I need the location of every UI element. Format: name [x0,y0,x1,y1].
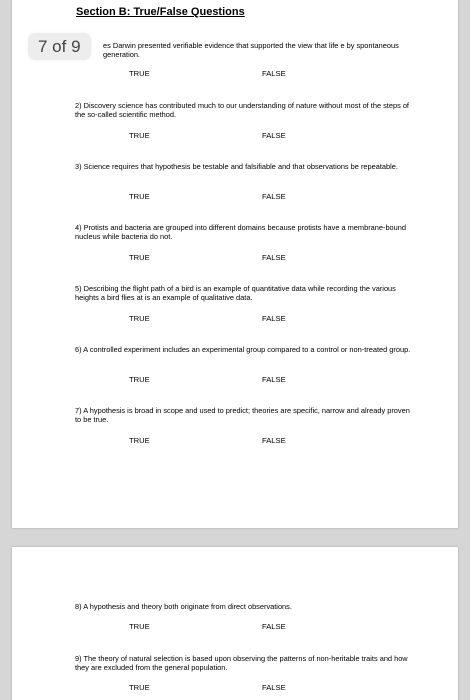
question-text: 2) Discovery science has contributed much to our understanding of nature without most of the steps of the so-called scientific method. [75,101,409,119]
false-option[interactable]: FALSE [262,375,286,384]
answer-row [12,253,458,263]
answer-row [12,314,458,324]
section-title: Section B: True/False Questions [76,6,245,18]
false-option[interactable]: FALSE [262,253,286,262]
answer-row [12,683,458,693]
true-option[interactable]: TRUE [129,314,150,323]
question-text: es Darwin presented verifiable evidence that supported the view that life e by spontaneous generation. [103,41,399,59]
false-option[interactable]: FALSE [262,69,286,78]
answer-row [12,69,458,79]
document-page [12,0,458,528]
question-text: 7) A hypothesis is broad in scope and used to predict; theories are specific, narrow and already proven to be true. [75,406,410,424]
question-text: 6) A controlled experiment includes an experimental group compared to a control or non-treated group. [75,345,411,354]
question-text: 3) Science requires that hypothesis be testable and falsifiable and that observations be repeatable. [75,162,398,171]
answer-row [12,622,458,632]
false-option[interactable]: FALSE [262,131,286,140]
false-option[interactable]: FALSE [262,683,286,692]
answer-row [12,192,458,202]
true-option[interactable]: TRUE [129,375,150,384]
true-option[interactable]: TRUE [129,622,150,631]
true-option[interactable]: TRUE [129,253,150,262]
true-option[interactable]: TRUE [129,683,150,692]
answer-row [12,436,458,446]
true-option[interactable]: TRUE [129,436,150,445]
answer-row [12,375,458,385]
page-indicator: 7 of 9 [28,33,91,60]
question-text: 5) Describing the flight path of a bird is an example of quantitative data while recording the various heights a bird flies at is an example of qualitative data. [75,284,396,302]
question-text: 4) Protists and bacteria are grouped into different domains because protists have a membrane-bound nucleus while bacteria do not. [75,223,406,241]
question-text: 9) The theory of natural selection is based upon observing the patterns of non-heritable traits and how they are excluded from the general population. [75,654,408,672]
answer-row [12,131,458,141]
document-page [12,547,458,700]
false-option[interactable]: FALSE [262,436,286,445]
true-option[interactable]: TRUE [129,131,150,140]
false-option[interactable]: FALSE [262,622,286,631]
false-option[interactable]: FALSE [262,192,286,201]
false-option[interactable]: FALSE [262,314,286,323]
true-option[interactable]: TRUE [129,69,150,78]
question-text: 8) A hypothesis and theory both originate from direct observations. [75,602,292,611]
true-option[interactable]: TRUE [129,192,150,201]
